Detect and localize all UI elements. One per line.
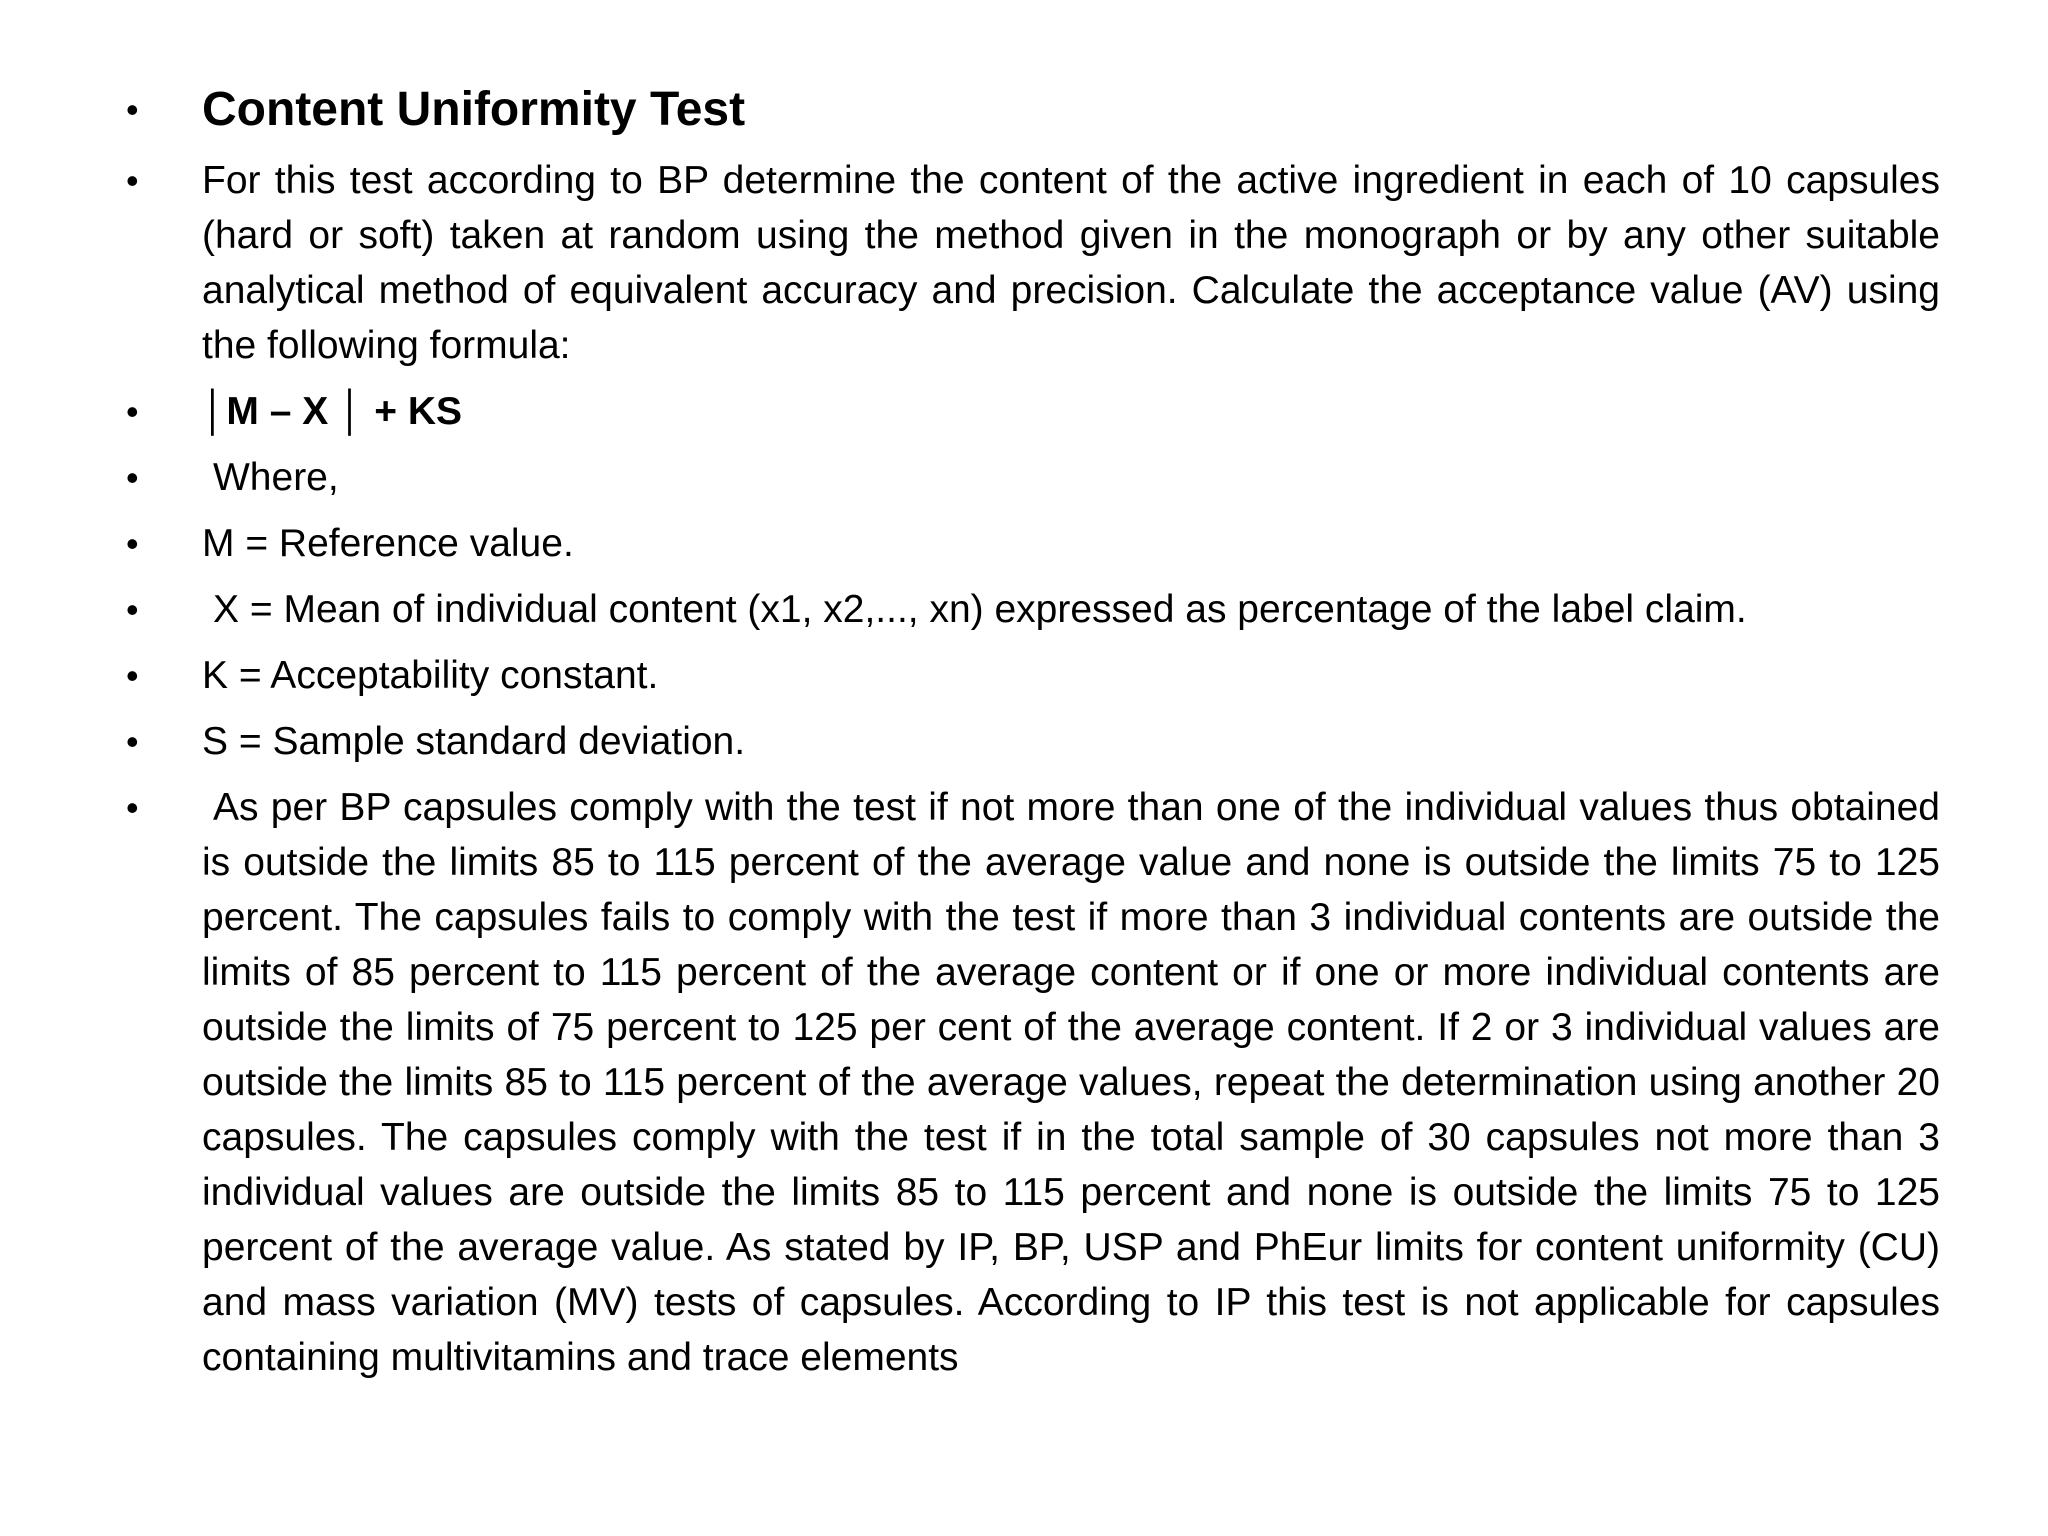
s-definition: S = Sample standard deviation. — [202, 720, 746, 763]
procedure-text: For this test according to BP determine the content of the active ingredient in each of 10 capsules (hard or soft) taken at random using the method given in the monograph or by any other suitable analytical method of equivalent accuracy and precision. Calculate the acceptance value (AV) using the following formula: — [202, 159, 1940, 367]
bullet-item-x-definition — [100, 582, 1940, 637]
m-definition: M = Reference value. — [202, 522, 574, 565]
compliance-text: As per BP capsules comply with the test if not more than one of the individual values thus obtained is outside the limits 85 to 115 percent of the average value and none is outside the limits 75 to 125 percent. The capsules fails to comply with the test if more than 3 individual contents are outside the limits of 85 percent to 115 percent of the average content or if one or more individual contents are outside the limits of 75 percent to 125 per cent of the average content. If 2 or 3 individual values are outside the limits 85 to 115 percent of the average values, repeat the determination using another 20 capsules. The capsules comply with the test if in the total sample of 30 capsules not more than 3 individual values are outside the limits 85 to 115 percent and none is outside the limits 75 to 125 percent of the average value. As stated by IP, BP, USP and PhEur limits for content uniformity (CU) and mass variation (MV) tests of capsules. According to IP this test is not applicable for capsules containing multivitamins and trace elements — [202, 786, 1940, 1379]
bullet-dot: • — [126, 787, 139, 828]
bullet-dot: • — [126, 523, 139, 564]
bullet-dot: • — [126, 655, 139, 696]
bullet-dot: • — [126, 721, 139, 762]
bullet-item-procedure — [100, 153, 1940, 373]
x-definition: X = Mean of individual content (x1, x2,..., xn) expressed as percentage of the label claim. — [213, 588, 1747, 631]
bullet-list — [100, 78, 1940, 1396]
bullet-dot: • — [126, 589, 139, 630]
bullet-item-where — [100, 450, 1940, 505]
bullet-item-formula — [100, 384, 1940, 439]
bullet-item-compliance — [100, 780, 1940, 1385]
bullet-dot: • — [126, 89, 139, 130]
where-text: Where, — [213, 456, 339, 499]
formula-text: │M – X │ + KS — [202, 390, 463, 433]
bullet-item-m-definition — [100, 516, 1940, 571]
bullet-dot: • — [126, 391, 139, 432]
bullet-item-title — [100, 78, 1940, 142]
slide-title: Content Uniformity Test — [202, 83, 746, 136]
bullet-dot: • — [126, 160, 139, 201]
bullet-item-s-definition — [100, 714, 1940, 769]
bullet-dot: • — [126, 457, 139, 498]
k-definition: K = Acceptability constant. — [202, 654, 659, 697]
bullet-item-k-definition — [100, 648, 1940, 703]
